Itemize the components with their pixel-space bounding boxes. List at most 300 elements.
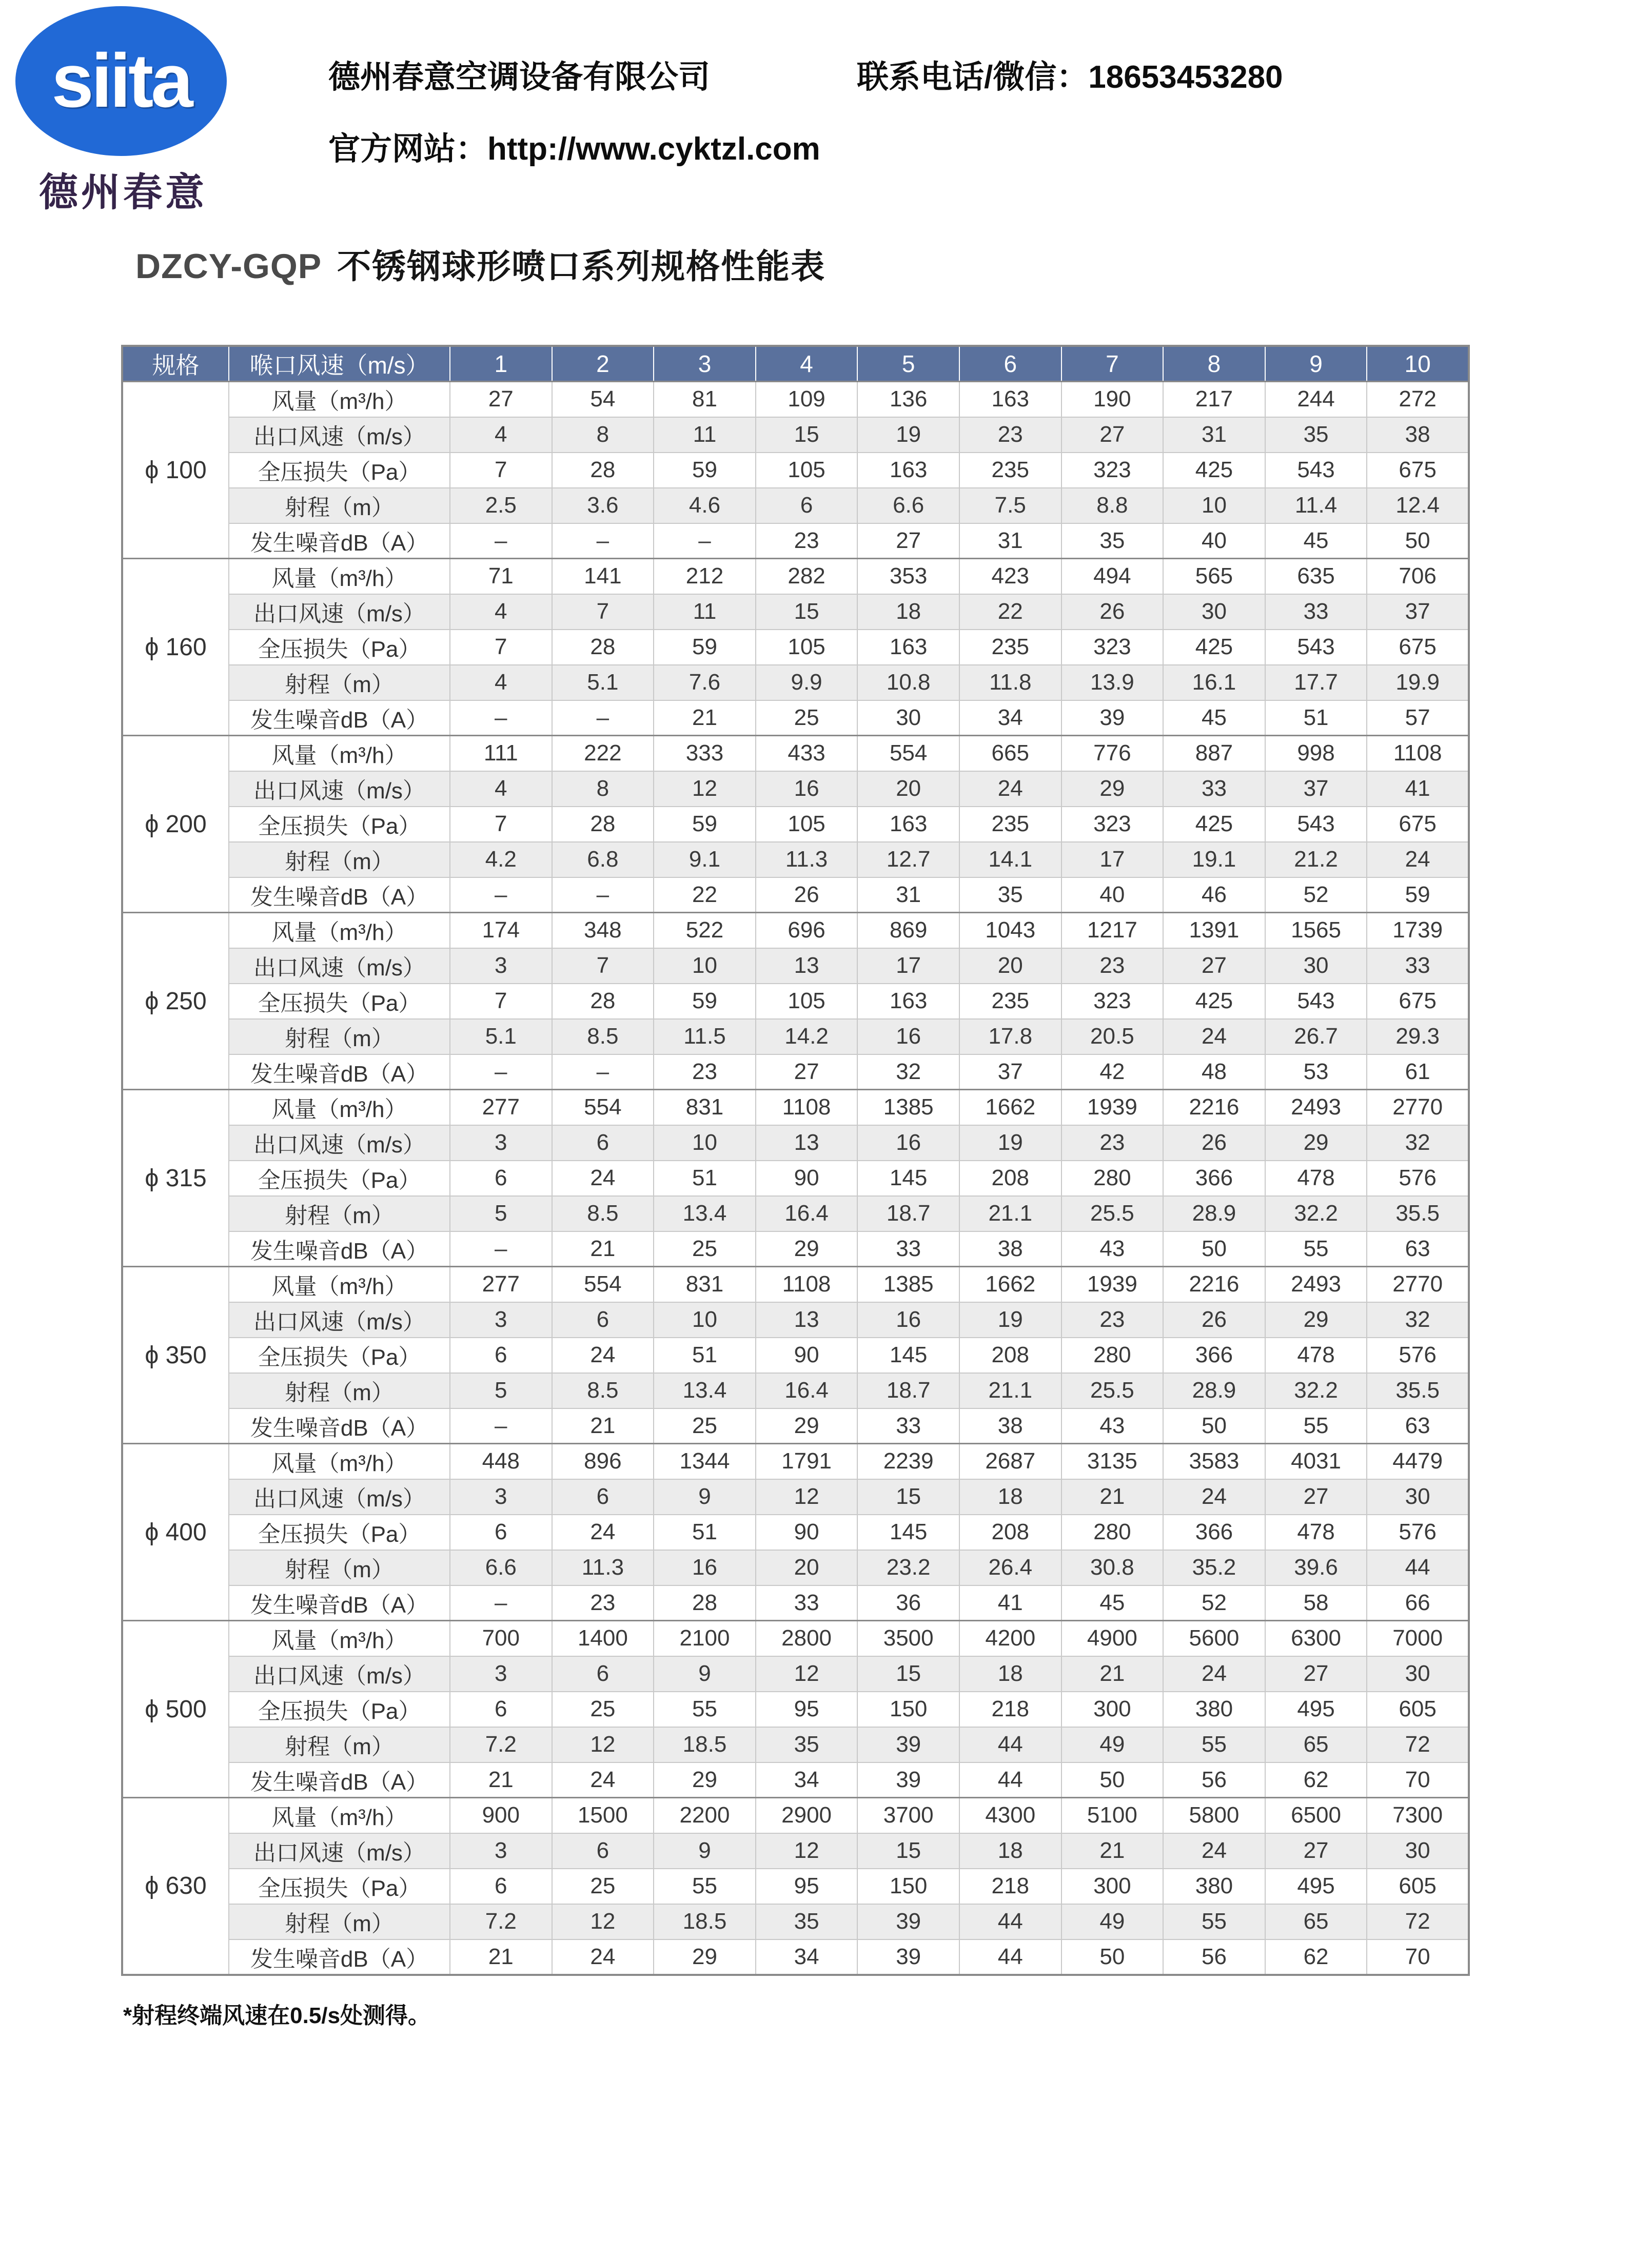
row-label: 发生噪音dB（A） <box>229 1408 450 1444</box>
table-row <box>122 771 1469 807</box>
value-cell: 32.2 <box>1265 1196 1367 1231</box>
value-cell: 366 <box>1163 1338 1265 1373</box>
value-cell: 7 <box>552 948 654 984</box>
value-cell: 21 <box>654 700 756 736</box>
value-cell: – <box>450 1585 552 1621</box>
value-cell: 6 <box>450 1692 552 1727</box>
contact-label: 联系电话/微信： <box>857 60 1089 95</box>
row-label: 风量（m³/h） <box>229 559 450 594</box>
value-cell: 4.6 <box>654 488 756 523</box>
value-cell: 33 <box>756 1585 858 1621</box>
value-cell: 19 <box>959 1302 1061 1338</box>
row-label: 风量（m³/h） <box>229 1621 450 1656</box>
value-cell: 3135 <box>1061 1444 1164 1479</box>
value-cell: 39 <box>1061 700 1164 736</box>
value-cell: 208 <box>959 1338 1061 1373</box>
value-cell: 27 <box>1265 1833 1367 1869</box>
value-cell: 13.9 <box>1061 665 1164 700</box>
value-cell: 49 <box>1061 1727 1164 1762</box>
value-cell: 10.8 <box>857 665 959 700</box>
value-cell: 15 <box>857 1656 959 1692</box>
value-cell: 448 <box>450 1444 552 1479</box>
table-row <box>122 1125 1469 1161</box>
value-cell: 700 <box>450 1621 552 1656</box>
value-cell: 190 <box>1061 382 1164 417</box>
value-cell: 13 <box>756 948 858 984</box>
value-cell: 17.8 <box>959 1019 1061 1054</box>
value-cell: 30 <box>857 700 959 736</box>
value-cell: 300 <box>1061 1869 1164 1904</box>
value-cell: 478 <box>1265 1338 1367 1373</box>
value-cell: 30 <box>1367 1479 1469 1515</box>
value-cell: 4 <box>450 771 552 807</box>
value-cell: 1791 <box>756 1444 858 1479</box>
row-label: 风量（m³/h） <box>229 913 450 948</box>
value-cell: 300 <box>1061 1692 1164 1727</box>
value-cell: 425 <box>1163 807 1265 842</box>
value-cell: 12 <box>756 1479 858 1515</box>
value-cell: 28 <box>552 630 654 665</box>
value-cell: 3 <box>450 1656 552 1692</box>
value-cell: 25 <box>552 1692 654 1727</box>
value-cell: 18 <box>857 594 959 630</box>
value-cell: 25 <box>654 1408 756 1444</box>
value-cell: 3 <box>450 1125 552 1161</box>
value-cell: 7 <box>450 453 552 488</box>
value-cell: 15 <box>756 594 858 630</box>
value-cell: 55 <box>654 1869 756 1904</box>
value-cell: 208 <box>959 1515 1061 1550</box>
value-cell: 4031 <box>1265 1444 1367 1479</box>
value-cell: 70 <box>1367 1939 1469 1975</box>
value-cell: 27 <box>450 382 552 417</box>
value-cell: 14.1 <box>959 842 1061 877</box>
footnote: *射程终端风速在0.5/s处测得。 <box>123 2003 430 2028</box>
value-cell: 17 <box>857 948 959 984</box>
value-cell: 380 <box>1163 1869 1265 1904</box>
value-cell: 61 <box>1367 1054 1469 1090</box>
table-row <box>122 1656 1469 1692</box>
value-cell: 23 <box>552 1585 654 1621</box>
value-cell: 29.3 <box>1367 1019 1469 1054</box>
value-cell: 27 <box>1061 417 1164 453</box>
value-cell: 1662 <box>959 1090 1061 1125</box>
value-cell: 2200 <box>654 1798 756 1833</box>
value-cell: 37 <box>1367 594 1469 630</box>
value-cell: 34 <box>959 700 1061 736</box>
value-cell: 522 <box>654 913 756 948</box>
value-cell: 5800 <box>1163 1798 1265 1833</box>
value-cell: 174 <box>450 913 552 948</box>
value-cell: 21.1 <box>959 1373 1061 1408</box>
value-cell: – <box>654 523 756 559</box>
value-cell: 35 <box>756 1727 858 1762</box>
value-cell: 15 <box>857 1479 959 1515</box>
value-cell: 2900 <box>756 1798 858 1833</box>
value-cell: 23 <box>1061 948 1164 984</box>
table-row <box>122 1798 1469 1833</box>
row-label: 全压损失（Pa） <box>229 1515 450 1550</box>
value-cell: 4479 <box>1367 1444 1469 1479</box>
value-cell: 24 <box>1367 842 1469 877</box>
value-cell: 51 <box>654 1161 756 1196</box>
table-row <box>122 1692 1469 1727</box>
value-cell: 52 <box>1265 877 1367 913</box>
value-cell: 1662 <box>959 1267 1061 1302</box>
value-cell: 28 <box>552 807 654 842</box>
value-cell: 66 <box>1367 1585 1469 1621</box>
speed-column-header: 9 <box>1265 346 1367 382</box>
value-cell: 90 <box>756 1161 858 1196</box>
value-cell: 3500 <box>857 1621 959 1656</box>
value-cell: 1385 <box>857 1267 959 1302</box>
row-label: 发生噪音dB（A） <box>229 1585 450 1621</box>
value-cell: 6 <box>552 1302 654 1338</box>
value-cell: 51 <box>654 1515 756 1550</box>
value-cell: 29 <box>1061 771 1164 807</box>
value-cell: 235 <box>959 984 1061 1019</box>
value-cell: 1400 <box>552 1621 654 1656</box>
value-cell: 150 <box>857 1692 959 1727</box>
value-cell: 19.9 <box>1367 665 1469 700</box>
value-cell: 32 <box>1367 1125 1469 1161</box>
value-cell: 40 <box>1061 877 1164 913</box>
value-cell: 26 <box>1163 1125 1265 1161</box>
value-cell: 30 <box>1265 948 1367 984</box>
value-cell: 90 <box>756 1338 858 1373</box>
value-cell: 59 <box>654 807 756 842</box>
value-cell: 136 <box>857 382 959 417</box>
table-row <box>122 1833 1469 1869</box>
value-cell: 34 <box>756 1939 858 1975</box>
value-cell: 11 <box>654 417 756 453</box>
table-row <box>122 1762 1469 1798</box>
value-cell: 887 <box>1163 736 1265 771</box>
value-cell: 776 <box>1061 736 1164 771</box>
value-cell: 10 <box>1163 488 1265 523</box>
value-cell: 21 <box>1061 1833 1164 1869</box>
value-cell: 280 <box>1061 1161 1164 1196</box>
table-row <box>122 523 1469 559</box>
value-cell: 12 <box>552 1727 654 1762</box>
value-cell: 272 <box>1367 382 1469 417</box>
value-cell: 12 <box>654 771 756 807</box>
value-cell: 65 <box>1265 1904 1367 1939</box>
value-cell: 495 <box>1265 1869 1367 1904</box>
value-cell: 11.8 <box>959 665 1061 700</box>
value-cell: 543 <box>1265 807 1367 842</box>
value-cell: – <box>552 1054 654 1090</box>
value-cell: 425 <box>1163 453 1265 488</box>
value-cell: 44 <box>959 1904 1061 1939</box>
value-cell: 7 <box>450 984 552 1019</box>
value-cell: 6 <box>450 1161 552 1196</box>
value-cell: 1108 <box>756 1090 858 1125</box>
value-cell: 39.6 <box>1265 1550 1367 1585</box>
row-label: 射程（m） <box>229 1904 450 1939</box>
value-cell: 71 <box>450 559 552 594</box>
table-row <box>122 1621 1469 1656</box>
value-cell: 50 <box>1367 523 1469 559</box>
value-cell: 63 <box>1367 1231 1469 1267</box>
value-cell: 1344 <box>654 1444 756 1479</box>
value-cell: 25.5 <box>1061 1196 1164 1231</box>
value-cell: 277 <box>450 1267 552 1302</box>
value-cell: 26 <box>1061 594 1164 630</box>
value-cell: 31 <box>857 877 959 913</box>
value-cell: 23 <box>1061 1125 1164 1161</box>
value-cell: 4200 <box>959 1621 1061 1656</box>
value-cell: 425 <box>1163 984 1265 1019</box>
value-cell: 235 <box>959 630 1061 665</box>
value-cell: 14.2 <box>756 1019 858 1054</box>
value-cell: 40 <box>1163 523 1265 559</box>
row-label: 射程（m） <box>229 842 450 877</box>
table-row <box>122 1373 1469 1408</box>
value-cell: 105 <box>756 630 858 665</box>
value-cell: 1108 <box>756 1267 858 1302</box>
value-cell: 33 <box>857 1231 959 1267</box>
value-cell: 51 <box>654 1338 756 1373</box>
value-cell: 13 <box>756 1302 858 1338</box>
value-cell: 2770 <box>1367 1090 1469 1125</box>
value-cell: 17.7 <box>1265 665 1367 700</box>
value-cell: 8.5 <box>552 1196 654 1231</box>
table-row <box>122 1161 1469 1196</box>
value-cell: 222 <box>552 736 654 771</box>
value-cell: 12.7 <box>857 842 959 877</box>
value-cell: 16 <box>654 1550 756 1585</box>
value-cell: 13 <box>756 1125 858 1161</box>
value-cell: 25 <box>654 1231 756 1267</box>
value-cell: 24 <box>552 1762 654 1798</box>
value-cell: 554 <box>552 1090 654 1125</box>
value-cell: 44 <box>959 1762 1061 1798</box>
table-row <box>122 1408 1469 1444</box>
value-cell: 37 <box>959 1054 1061 1090</box>
value-cell: 13.4 <box>654 1373 756 1408</box>
value-cell: 7000 <box>1367 1621 1469 1656</box>
row-label: 出口风速（m/s） <box>229 417 450 453</box>
value-cell: 2493 <box>1265 1090 1367 1125</box>
model-code: DZCY-GQP <box>135 247 322 286</box>
value-cell: 495 <box>1265 1692 1367 1727</box>
value-cell: 869 <box>857 913 959 948</box>
speed-column-header: 6 <box>959 346 1061 382</box>
value-cell: 55 <box>1163 1727 1265 1762</box>
value-cell: 56 <box>1163 1939 1265 1975</box>
company-name: 德州春意空调设备有限公司 <box>328 60 711 95</box>
value-cell: 478 <box>1265 1161 1367 1196</box>
value-cell: 20 <box>857 771 959 807</box>
value-cell: 25.5 <box>1061 1373 1164 1408</box>
value-cell: 59 <box>654 453 756 488</box>
value-cell: 6500 <box>1265 1798 1367 1833</box>
value-cell: 576 <box>1367 1338 1469 1373</box>
value-cell: 145 <box>857 1515 959 1550</box>
value-cell: 35 <box>1265 417 1367 453</box>
value-cell: 675 <box>1367 453 1469 488</box>
value-cell: 4900 <box>1061 1621 1164 1656</box>
row-label: 出口风速（m/s） <box>229 1833 450 1869</box>
table-row <box>122 700 1469 736</box>
value-cell: 5.1 <box>450 1019 552 1054</box>
value-cell: 4300 <box>959 1798 1061 1833</box>
value-cell: 62 <box>1265 1939 1367 1975</box>
value-cell: 218 <box>959 1692 1061 1727</box>
row-label: 出口风速（m/s） <box>229 1302 450 1338</box>
value-cell: 50 <box>1061 1762 1164 1798</box>
value-cell: 7.5 <box>959 488 1061 523</box>
value-cell: 65 <box>1265 1727 1367 1762</box>
value-cell: 5 <box>450 1196 552 1231</box>
speed-column-header: 1 <box>450 346 552 382</box>
value-cell: 22 <box>959 594 1061 630</box>
value-cell: – <box>552 523 654 559</box>
speed-column-header: 4 <box>756 346 858 382</box>
value-cell: 11.5 <box>654 1019 756 1054</box>
row-label: 全压损失（Pa） <box>229 1692 450 1727</box>
value-cell: 16 <box>857 1302 959 1338</box>
value-cell: 26.7 <box>1265 1019 1367 1054</box>
value-cell: 9.1 <box>654 842 756 877</box>
spec-size-cell: ϕ 160 <box>122 559 229 736</box>
value-cell: 39 <box>857 1904 959 1939</box>
value-cell: 323 <box>1061 453 1164 488</box>
value-cell: 38 <box>959 1408 1061 1444</box>
value-cell: 45 <box>1163 700 1265 736</box>
spec-size-cell: ϕ 350 <box>122 1267 229 1444</box>
value-cell: 105 <box>756 807 858 842</box>
value-cell: – <box>450 523 552 559</box>
table-row <box>122 1585 1469 1621</box>
value-cell: 30 <box>1163 594 1265 630</box>
value-cell: 35 <box>1061 523 1164 559</box>
table-row <box>122 913 1469 948</box>
value-cell: 2216 <box>1163 1090 1265 1125</box>
spec-size-cell: ϕ 200 <box>122 736 229 913</box>
spec-size-cell: ϕ 630 <box>122 1798 229 1975</box>
row-label: 射程（m） <box>229 1196 450 1231</box>
value-cell: 20 <box>756 1550 858 1585</box>
value-cell: 366 <box>1163 1515 1265 1550</box>
value-cell: 23 <box>654 1054 756 1090</box>
value-cell: 53 <box>1265 1054 1367 1090</box>
value-cell: 28.9 <box>1163 1373 1265 1408</box>
value-cell: 576 <box>1367 1161 1469 1196</box>
value-cell: 1739 <box>1367 913 1469 948</box>
value-cell: 23.2 <box>857 1550 959 1585</box>
website-label: 官方网站： <box>328 131 488 167</box>
value-cell: 235 <box>959 453 1061 488</box>
table-row <box>122 1939 1469 1975</box>
value-cell: 163 <box>857 984 959 1019</box>
value-cell: 1939 <box>1061 1090 1164 1125</box>
value-cell: 3.6 <box>552 488 654 523</box>
value-cell: 8.5 <box>552 1019 654 1054</box>
value-cell: 70 <box>1367 1762 1469 1798</box>
table-row <box>122 842 1469 877</box>
logo-caption: 德州春意 <box>39 171 207 214</box>
value-cell: 4 <box>450 594 552 630</box>
value-cell: 105 <box>756 453 858 488</box>
spec-size-cell: ϕ 315 <box>122 1090 229 1267</box>
row-label: 射程（m） <box>229 1550 450 1585</box>
value-cell: 244 <box>1265 382 1367 417</box>
value-cell: – <box>450 700 552 736</box>
value-cell: 18.5 <box>654 1904 756 1939</box>
row-label: 全压损失（Pa） <box>229 1338 450 1373</box>
value-cell: 212 <box>654 559 756 594</box>
value-cell: 9.9 <box>756 665 858 700</box>
value-cell: 28 <box>654 1585 756 1621</box>
value-cell: 8.8 <box>1061 488 1164 523</box>
value-cell: – <box>450 877 552 913</box>
value-cell: 706 <box>1367 559 1469 594</box>
value-cell: 605 <box>1367 1692 1469 1727</box>
value-cell: 55 <box>654 1692 756 1727</box>
value-cell: 5100 <box>1061 1798 1164 1833</box>
value-cell: 2800 <box>756 1621 858 1656</box>
table-row <box>122 1444 1469 1479</box>
value-cell: 95 <box>756 1869 858 1904</box>
value-cell: 50 <box>1061 1939 1164 1975</box>
value-cell: 8 <box>552 771 654 807</box>
value-cell: 831 <box>654 1267 756 1302</box>
value-cell: 12 <box>552 1904 654 1939</box>
value-cell: 21 <box>450 1939 552 1975</box>
value-cell: 24 <box>1163 1019 1265 1054</box>
table-row <box>122 736 1469 771</box>
value-cell: 29 <box>1265 1125 1367 1161</box>
value-cell: 24 <box>959 771 1061 807</box>
value-cell: 554 <box>552 1267 654 1302</box>
value-cell: 21.1 <box>959 1196 1061 1231</box>
speed-column-header: 10 <box>1367 346 1469 382</box>
value-cell: 16 <box>756 771 858 807</box>
table-row <box>122 807 1469 842</box>
value-cell: 675 <box>1367 984 1469 1019</box>
page-title <box>135 239 825 288</box>
row-label: 出口风速（m/s） <box>229 594 450 630</box>
value-cell: 90 <box>756 1515 858 1550</box>
value-cell: 57 <box>1367 700 1469 736</box>
value-cell: 20 <box>959 948 1061 984</box>
table-row <box>122 1479 1469 1515</box>
value-cell: 26.4 <box>959 1550 1061 1585</box>
value-cell: 21 <box>1061 1479 1164 1515</box>
value-cell: 2770 <box>1367 1267 1469 1302</box>
value-cell: – <box>552 877 654 913</box>
value-cell: 29 <box>654 1939 756 1975</box>
value-cell: 29 <box>654 1762 756 1798</box>
value-cell: 208 <box>959 1161 1061 1196</box>
value-cell: 5600 <box>1163 1621 1265 1656</box>
value-cell: 35.5 <box>1367 1373 1469 1408</box>
value-cell: 3 <box>450 1833 552 1869</box>
value-cell: 22 <box>654 877 756 913</box>
value-cell: 95 <box>756 1692 858 1727</box>
value-cell: 111 <box>450 736 552 771</box>
value-cell: 49 <box>1061 1904 1164 1939</box>
speed-column-header: 8 <box>1163 346 1265 382</box>
table-row <box>122 877 1469 913</box>
value-cell: 62 <box>1265 1762 1367 1798</box>
value-cell: 20.5 <box>1061 1019 1164 1054</box>
value-cell: 55 <box>1265 1408 1367 1444</box>
value-cell: 35.5 <box>1367 1196 1469 1231</box>
value-cell: 7.2 <box>450 1727 552 1762</box>
